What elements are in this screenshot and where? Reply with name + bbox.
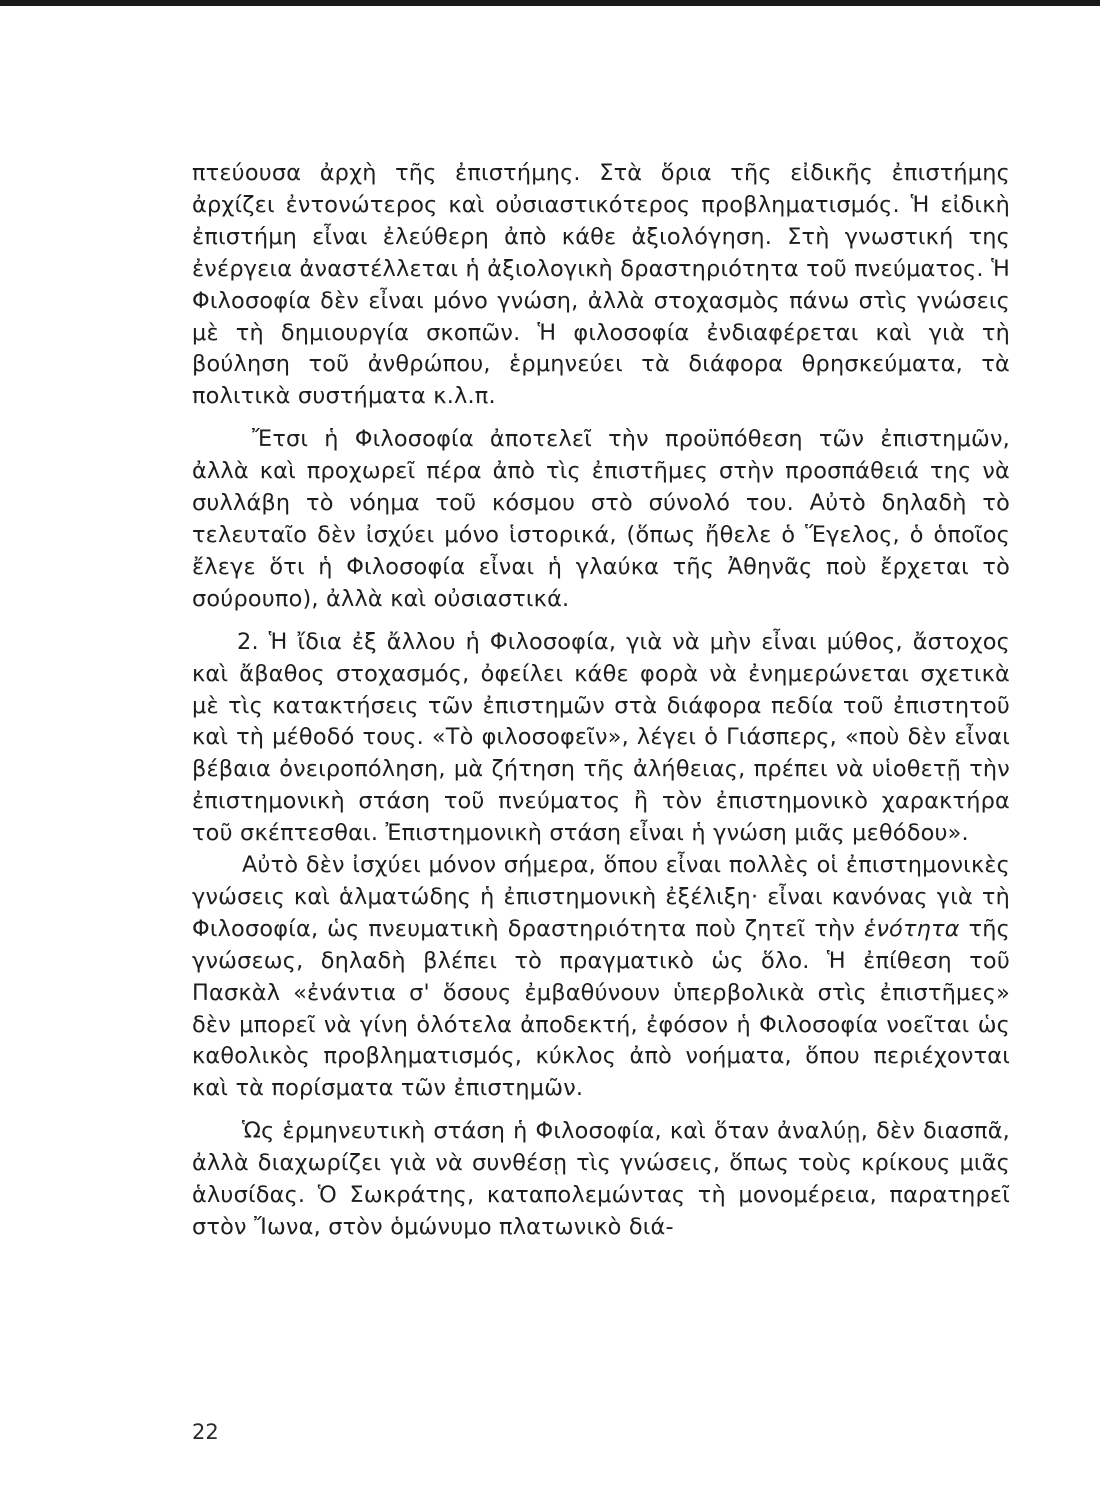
page-number: 22 xyxy=(192,1420,219,1444)
paragraph-5: Ὡς ἑρμηνευτικὴ στάση ἡ Φιλοσοφία, καὶ ὅταν ἀναλύῃ, δὲν διασπᾶ, ἀλλὰ διαχωρίζει γιὰ νὰ συνθέσῃ τὶς γνώσεις, ὅπως τοὺς κρίκους μιᾶς ἁλυσίδας. Ὁ Σωκράτης, καταπολεμώντας τὴ μονομέρεια, παρατηρεῖ στὸν Ἴωνα, στὸν ὁμώνυμο πλατωνικὸ διά- xyxy=(192,1118,1010,1240)
scan-top-edge xyxy=(0,0,1100,6)
body-text xyxy=(192,158,1010,1244)
paragraph-4-text-b: τῆς γνώσεως, δηλαδὴ βλέπει τὸ πραγματικὸ ὡς ὅλο. Ἡ ἐπίθεση τοῦ Πασκὰλ «ἐνάντια σ' ὅσους ἐμβαθύνουν ὑπερβολικὰ στὶς ἐπιστῆμες» δὲν μπορεῖ νὰ γίνη ὁλότελα ἀποδεκτή, ἐφόσον ἡ Φιλοσοφία νοεῖται ὡς καθολικὸς προβληματισμός, κύκλος ἀπὸ νοήματα, ὅπου περιέχονται καὶ τὰ πορίσματα τῶν ἐπιστημῶν. xyxy=(192,915,1010,1102)
paragraph-1: πτεύουσα ἀρχὴ τῆς ἐπιστήμης. Στὰ ὅρια τῆς εἰδικῆς ἐπιστήμης ἀρχίζει ἐντονώτερος καὶ οὐσιαστικότερος προβληματισμός. Ἡ εἰδικὴ ἐπιστήμη εἶναι ἐλεύθερη ἀπὸ κάθε ἀξιολόγηση. Στὴ γνωστική της ἐνέργεια ἀναστέλλεται ἡ ἀξιολογικὴ δραστηριότητα τοῦ πνεύματος. Ἡ Φιλοσοφία δὲν εἶναι μόνο γνώση, ἀλλὰ στοχασμὸς πάνω στὶς γνώσεις μὲ τὴ δημιουργία σκοπῶν. Ἡ φιλοσοφία ἐνδιαφέρεται καὶ γιὰ τὴ βούληση τοῦ ἀνθρώπου, ἑρμηνεύει τὰ διάφορα θρησκεύματα, τὰ πολιτικὰ συστήματα κ.λ.π. xyxy=(192,160,1010,410)
paragraph-4 xyxy=(192,850,1010,1105)
emphasis-enotita: ἑνότητα xyxy=(864,915,960,942)
paragraph-3: 2. Ἡ ἴδια ἐξ ἄλλου ἡ Φιλοσοφία, γιὰ νὰ μὴν εἶναι μύθος, ἄστοχος καὶ ἄβαθος στοχασμός, ὀφείλει κάθε φορὰ νὰ ἐνημερώνεται σχετικὰ μὲ τὶς κατακτήσεις τῶν ἐπιστημῶν στὰ διάφορα πεδία τοῦ ἐπιστητοῦ καὶ τὴ μέθοδό τους. «Τὸ φιλοσοφεῖν», λέγει ὁ Γιάσπερς, «ποὺ δὲν εἶναι βέβαια ὀνειροπόληση, μὰ ζήτηση τῆς ἀλήθειας, πρέπει νὰ υἱοθετῇ τὴν ἐπιστημονικὴ στάση τοῦ πνεύματος ἢ τὸν ἐπιστημονικὸ χαρακτήρα τοῦ σκέπτεσθαι. Ἐπιστημονικὴ στάση εἶναι ἡ γνώση μιᾶς μεθόδου». xyxy=(192,628,1010,847)
paragraph-2: Ἔτσι ἡ Φιλοσοφία ἀποτελεῖ τὴν προϋπόθεση τῶν ἐπιστημῶν, ἀλλὰ καὶ προχωρεῖ πέρα ἀπὸ τὶς ἐπιστῆμες στὴν προσπάθειά της νὰ συλλάβη τὸ νόημα τοῦ κόσμου στὸ σύνολό του. Αὐτὸ δηλαδὴ τὸ τελευταῖο δὲν ἰσχύει μόνο ἱστορικά, (ὅπως ἤθελε ὁ Ἕγελος, ὁ ὁποῖος ἔλεγε ὅτι ἡ Φιλοσοφία εἶναι ἡ γλαύκα τῆς Ἀθηνᾶς ποὺ ἔρχεται τὸ σούρουπο), ἀλλὰ καὶ οὐσιαστικά. xyxy=(192,426,1010,612)
paragraph-4-text-a: Αὐτὸ δὲν ἰσχύει μόνον σήμερα, ὅπου εἶναι πολλὲς οἱ ἐπιστημονικὲς γνώσεις καὶ ἁλματώδης ἡ ἐπιστημονικὴ ἐξέλιξη· εἶναι κανόνας γιὰ τὴ Φιλοσοφία, ὡς πνευματικὴ δραστηριότητα ποὺ ζητεῖ τὴν xyxy=(192,852,1010,942)
